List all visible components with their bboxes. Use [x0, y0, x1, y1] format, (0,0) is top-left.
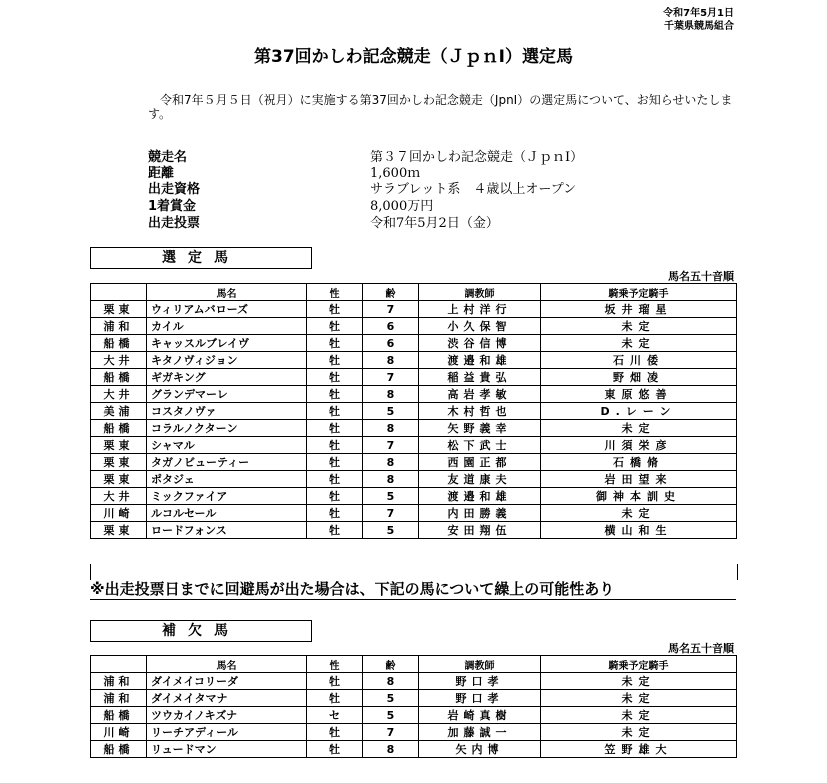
stable-location: 船橋 [91, 335, 147, 352]
jockey-name: 未定 [541, 690, 737, 707]
horse-sex: 牡 [307, 454, 363, 471]
horse-sex: 牡 [307, 522, 363, 539]
horse-sex: 牡 [307, 403, 363, 420]
jockey-name: 坂井瑠星 [541, 301, 737, 318]
horse-name: ミックファイア [147, 488, 307, 505]
jockey-name: 野畑凌 [541, 369, 737, 386]
jockey-name: 東原悠善 [541, 386, 737, 403]
horse-name: ルコルセール [147, 505, 307, 522]
issue-date: 令和7年5月1日 [663, 8, 734, 19]
trainer-name: 渡邉和雄 [419, 352, 541, 369]
horse-name: ポタジェ [147, 471, 307, 488]
horse-age: 7 [363, 301, 419, 318]
jockey-name: 未定 [541, 707, 737, 724]
jockey-name: 石川倭 [541, 352, 737, 369]
horse-age: 5 [363, 488, 419, 505]
table-spacer [90, 564, 738, 580]
column-header: 騎乗予定騎手 [541, 656, 737, 673]
horse-name: ダイメイタマナ [147, 690, 307, 707]
info-label: 競走名 [148, 150, 188, 165]
stable-location: 栗東 [91, 301, 147, 318]
stable-location: 船橋 [91, 420, 147, 437]
info-label: 出走投票 [148, 216, 201, 231]
stable-location: 浦和 [91, 673, 147, 690]
stable-location: 栗東 [91, 437, 147, 454]
reserve-horses-table [90, 655, 737, 758]
horse-age: 5 [363, 690, 419, 707]
selected-sort-note: 馬名五十音順 [668, 270, 734, 283]
table-row [91, 505, 737, 522]
horse-name: キタノヴィジョン [147, 352, 307, 369]
trainer-name: 野口孝 [419, 690, 541, 707]
jockey-name: 未定 [541, 724, 737, 741]
horse-name: グランデマーレ [147, 386, 307, 403]
trainer-name: 矢内博 [419, 741, 541, 758]
trainer-name: 矢野義幸 [419, 420, 541, 437]
horse-sex: 牡 [307, 741, 363, 758]
table-row [91, 707, 737, 724]
horse-age: 8 [363, 352, 419, 369]
selected-horses-table [90, 283, 737, 539]
table-row [91, 488, 737, 505]
trainer-name: 高岩孝敏 [419, 386, 541, 403]
table-row [91, 335, 737, 352]
table-row [91, 437, 737, 454]
page-title: 第37回かしわ記念競走（ＪｐｎⅠ）選定馬 [254, 47, 573, 67]
trainer-name: 木村哲也 [419, 403, 541, 420]
horse-sex: 牡 [307, 505, 363, 522]
info-value: 1,600ｍ [370, 166, 421, 181]
horse-age: 6 [363, 335, 419, 352]
info-value: サラブレット系 ４歳以上オープン [370, 182, 577, 197]
horse-name: ダイメイコリーダ [147, 673, 307, 690]
table-header-row [91, 656, 737, 673]
horse-sex: 牡 [307, 352, 363, 369]
stable-location: 船橋 [91, 741, 147, 758]
column-header [91, 656, 147, 673]
table-row [91, 301, 737, 318]
horse-name: コラルノクターン [147, 420, 307, 437]
jockey-name: 横山和生 [541, 522, 737, 539]
horse-sex: 牡 [307, 690, 363, 707]
jockey-name: D.レーン [541, 403, 737, 420]
jockey-name: 笠野雄大 [541, 741, 737, 758]
jockey-name: 未定 [541, 335, 737, 352]
horse-age: 7 [363, 724, 419, 741]
jockey-name: 御神本訓史 [541, 488, 737, 505]
table-row [91, 471, 737, 488]
trainer-name: 加藤誠一 [419, 724, 541, 741]
jockey-name: 岩田望来 [541, 471, 737, 488]
table-header-row [91, 284, 737, 301]
table-row [91, 318, 737, 335]
column-header: 齢 [363, 284, 419, 301]
column-header: 性 [307, 656, 363, 673]
stable-location: 栗東 [91, 454, 147, 471]
column-header: 齢 [363, 656, 419, 673]
trainer-name: 上村洋行 [419, 301, 541, 318]
horse-sex: 牡 [307, 488, 363, 505]
table-row [91, 690, 737, 707]
trainer-name: 友道康夫 [419, 471, 541, 488]
horse-age: 5 [363, 522, 419, 539]
stable-location: 大井 [91, 352, 147, 369]
info-value: 8,000万円 [370, 199, 434, 214]
horse-sex: 牡 [307, 386, 363, 403]
horse-age: 7 [363, 437, 419, 454]
jockey-name: 未定 [541, 673, 737, 690]
column-header: 騎乗予定騎手 [541, 284, 737, 301]
trainer-name: 内田勝義 [419, 505, 541, 522]
stable-location: 浦和 [91, 690, 147, 707]
horse-name: ギガキング [147, 369, 307, 386]
info-label: 1着賞金 [148, 199, 197, 214]
trainer-name: 安田翔伍 [419, 522, 541, 539]
selected-section-title: 選定馬 [90, 247, 312, 269]
jockey-name: 未定 [541, 420, 737, 437]
jockey-name: 未定 [541, 318, 737, 335]
horse-age: 7 [363, 369, 419, 386]
stable-location: 川崎 [91, 724, 147, 741]
table-row [91, 724, 737, 741]
horse-sex: 牡 [307, 673, 363, 690]
horse-name: ツウカイノキズナ [147, 707, 307, 724]
table-row [91, 673, 737, 690]
horse-sex: 牡 [307, 420, 363, 437]
stable-location: 船橋 [91, 369, 147, 386]
info-label: 距離 [148, 166, 175, 181]
table-row [91, 352, 737, 369]
horse-age: 5 [363, 707, 419, 724]
stable-location: 川崎 [91, 505, 147, 522]
horse-name: コスタノヴァ [147, 403, 307, 420]
horse-sex: 牡 [307, 369, 363, 386]
trainer-name: 野口孝 [419, 673, 541, 690]
table-row [91, 420, 737, 437]
horse-age: 5 [363, 403, 419, 420]
trainer-name: 渋谷信博 [419, 335, 541, 352]
info-label: 出走資格 [148, 182, 201, 197]
trainer-name: 稲益貴弘 [419, 369, 541, 386]
horse-name: リュードマン [147, 741, 307, 758]
horse-sex: 牡 [307, 301, 363, 318]
trainer-name: 松下武士 [419, 437, 541, 454]
horse-age: 8 [363, 673, 419, 690]
column-header: 馬名 [147, 656, 307, 673]
stable-location: 大井 [91, 386, 147, 403]
horse-sex: 牡 [307, 437, 363, 454]
reserve-section-title: 補欠馬 [90, 620, 312, 642]
trainer-name: 西園正都 [419, 454, 541, 471]
jockey-name: 川須栄彦 [541, 437, 737, 454]
horse-age: 8 [363, 386, 419, 403]
horse-age: 8 [363, 741, 419, 758]
info-value: 令和7年5月2日（金） [370, 216, 499, 231]
column-header: 馬名 [147, 284, 307, 301]
column-header: 調教師 [419, 284, 541, 301]
horse-sex: 牡 [307, 335, 363, 352]
jockey-name: 未定 [541, 505, 737, 522]
table-row [91, 741, 737, 758]
horse-age: 8 [363, 420, 419, 437]
horse-name: キャッスルブレイヴ [147, 335, 307, 352]
stable-location: 美浦 [91, 403, 147, 420]
table-row [91, 454, 737, 471]
intro-paragraph: 令和7年５月５日（祝月）に実施する第37回かしわ記念競走（JpnⅠ）の選定馬について、お知らせいたします。 [148, 93, 733, 121]
horse-sex: 牡 [307, 724, 363, 741]
horse-name: リーチアディール [147, 724, 307, 741]
horse-name: カイル [147, 318, 307, 335]
stable-location: 浦和 [91, 318, 147, 335]
column-header: 調教師 [419, 656, 541, 673]
horse-sex: セ [307, 707, 363, 724]
horse-age: 6 [363, 318, 419, 335]
horse-sex: 牡 [307, 471, 363, 488]
horse-sex: 牡 [307, 318, 363, 335]
info-value: 第３７回かしわ記念競走（ＪｐｎⅠ） [370, 150, 584, 165]
horse-age: 7 [363, 505, 419, 522]
jockey-name: 石橋脩 [541, 454, 737, 471]
column-header: 性 [307, 284, 363, 301]
notice-text: ※出走投票日までに回避馬が出た場合は、下記の馬について繰上の可能性あり [90, 579, 736, 600]
horse-name: タガノビューティー [147, 454, 307, 471]
horse-age: 8 [363, 454, 419, 471]
reserve-sort-note: 馬名五十音順 [668, 642, 734, 655]
table-row [91, 369, 737, 386]
trainer-name: 岩崎真樹 [419, 707, 541, 724]
stable-location: 栗東 [91, 522, 147, 539]
table-row [91, 386, 737, 403]
horse-name: ウィリアムバローズ [147, 301, 307, 318]
trainer-name: 小久保智 [419, 318, 541, 335]
stable-location: 栗東 [91, 471, 147, 488]
table-row [91, 522, 737, 539]
horse-age: 8 [363, 471, 419, 488]
column-header [91, 284, 147, 301]
trainer-name: 渡邉和雄 [419, 488, 541, 505]
table-row [91, 403, 737, 420]
organization-name: 千葉県競馬組合 [664, 21, 734, 32]
horse-name: ロードフォンス [147, 522, 307, 539]
horse-name: シャマル [147, 437, 307, 454]
stable-location: 船橋 [91, 707, 147, 724]
stable-location: 大井 [91, 488, 147, 505]
